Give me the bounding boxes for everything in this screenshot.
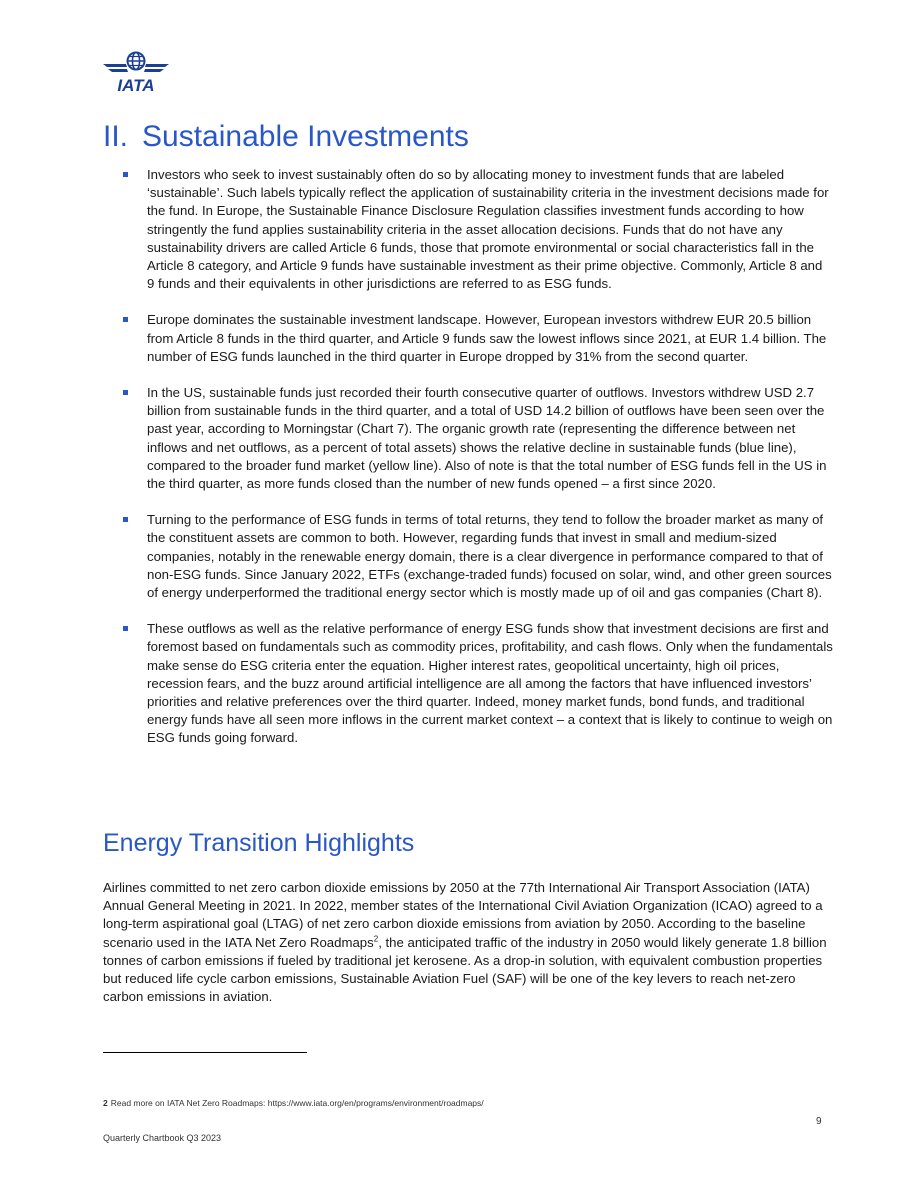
list-item-text: These outflows as well as the relative performance of energy ESG funds show that investment decisions are first and foremost based on fundamentals such as commodity prices, profitability, and cash flows. Only when the fundamentals make sense do ESG criteria enter the equation. Higher interest rates, geopolitical uncertainty, high oil prices, recession fears, and the buzz around artificial intelligence are all among the factors that have influenced investors’ priorities and relative preferences over the third quarter. Indeed, money market funds, bond funds, and traditional energy funds have all seen more inflows in the current market context – a context that is likely to continue to weigh on ESG funds going forward.	[147, 621, 833, 746]
iata-globe-wings-logo-icon	[103, 50, 169, 94]
section-number: II.	[103, 120, 129, 153]
footnote-number: 2	[103, 1098, 108, 1108]
footnote-reference[interactable]: 2	[373, 934, 379, 944]
bullet-list	[103, 166, 833, 766]
list-item	[103, 311, 833, 366]
footnote	[103, 1098, 484, 1108]
list-item	[103, 166, 833, 293]
energy-text-start: Airlines committed to net zero carbon dioxide emissions by 2050 at the 77th International Air Transport Association (IATA) Annual General Meeting in 2021. In 2022, member states of the International Civil Aviation Organization (ICAO) agreed to a long-term aspirational goal (LTAG) of net zero carbon dioxide emissions from aviation by 2050. According to the baseline scenario used in the IATA Net Zero Roadmaps	[103, 880, 823, 950]
energy-heading: Energy Transition Highlights	[103, 829, 415, 857]
iata-logo	[103, 50, 169, 94]
footnote-divider	[103, 1052, 307, 1053]
list-item	[103, 620, 833, 747]
bullet-square-icon	[123, 517, 128, 522]
list-item-text: Europe dominates the sustainable investment landscape. However, European investors withdrew EUR 20.5 billion from Article 8 funds in the third quarter, and Article 9 funds saw the lowest inflows since 2021, at EUR 1.4 billion. The number of ESG funds launched in the third quarter in Europe dropped by 31% from the second quarter.	[147, 312, 827, 364]
list-item	[103, 511, 833, 602]
bullet-square-icon	[123, 390, 128, 395]
section-title: Sustainable Investments	[142, 120, 469, 153]
footer-title: Quarterly Chartbook Q3 2023	[103, 1133, 222, 1143]
page-number: 9	[816, 1116, 822, 1127]
list-item-text: Turning to the performance of ESG funds in terms of total returns, they tend to follow the broader market as many of the constituent assets are common to both. However, regarding funds that invest in small and medium-sized companies, notably in the renewable energy domain, there is a clear divergence in performance compared to that of non-ESG funds. Since January 2022, ETFs (exchange-traded funds) focused on solar, wind, and other green sources of energy underperformed the traditional energy sector which is mostly made up of oil and gas companies (Chart 8).	[147, 512, 832, 601]
list-item-text: In the US, sustainable funds just recorded their fourth consecutive quarter of outflows. Investors withdrew USD 2.7 billion from sustainable funds in the third quarter, and a total of USD 14.2 billion of outflows have been seen over the past year, according to Morningstar (Chart 7). The organic growth rate (representing the difference between net inflows and net outflows, as a percent of total assets) shows the relative decline in sustainable funds (blue line), compared to the broader fund market (yellow line). Also of note is that the total number of ESG funds fell in the US in the third quarter, as more funds closed than the number of new funds opened – a first since 2020.	[147, 385, 827, 492]
list-item-text: Investors who seek to invest sustainably often do so by allocating money to investment funds that are labeled ‘sustainable’. Such labels typically reflect the application of sustainability criteria in the investment decisions made for the fund. In Europe, the Sustainable Finance Disclosure Regulation classifies investment funds according to how stringently the fund applies sustainability criteria in the asset allocation decisions. Funds that do not have any sustainability drivers are called Article 6 funds, those that promote environmental or social characteristics fall in the Article 8 category, and Article 9 funds have sustainable investment as their prime objective. Commonly, Article 8 and 9 funds and their equivalents in other jurisdictions are referred to as ESG funds.	[147, 167, 829, 292]
energy-text-end: , the anticipated traffic of the industry in 2050 would likely generate 1.8 billion tonnes of carbon emissions if fueled by traditional jet kerosene. As a drop-in solution, with equivalent combustion properties but reduced life cycle carbon emissions, Sustainable Aviation Fuel (SAF) will be one of the key levers to reach net-zero carbon emissions in aviation.	[103, 934, 827, 1005]
footnote-text: Read more on IATA Net Zero Roadmaps: https://www.iata.org/en/programs/environment/roadmaps/	[110, 1098, 484, 1108]
bullet-square-icon	[123, 626, 128, 631]
logo-wordmark: IATA	[117, 76, 155, 94]
bullet-square-icon	[123, 317, 128, 322]
list-item	[103, 384, 833, 493]
energy-paragraph	[103, 879, 833, 1006]
section-heading	[103, 120, 469, 154]
bullet-square-icon	[123, 172, 128, 177]
